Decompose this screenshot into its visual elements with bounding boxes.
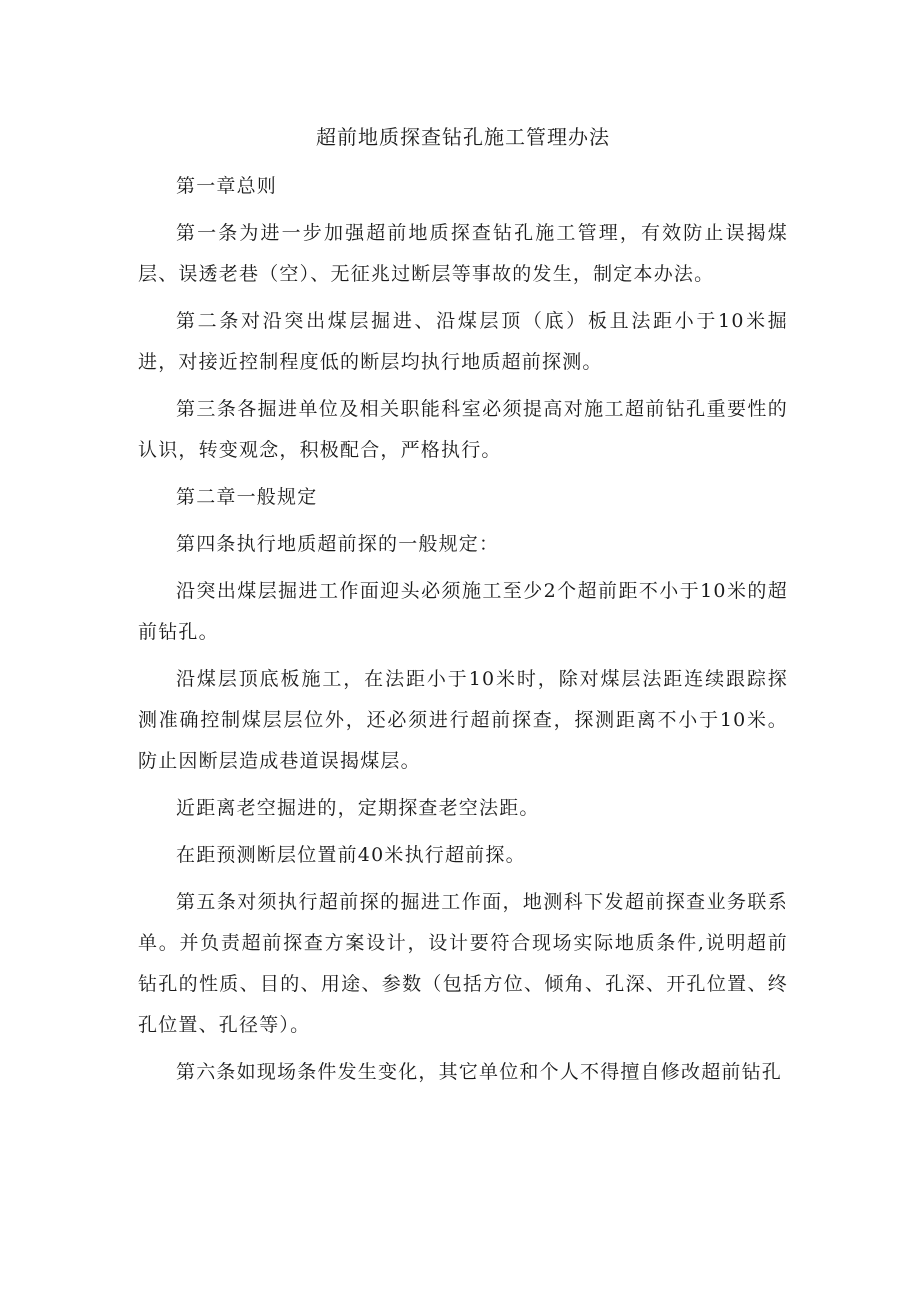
rule-paragraph-3: 近距离老空掘进的，定期探查老空法距。 [176,797,540,819]
chapter-heading-1: 第一章总则 [176,175,278,197]
document-body [138,118,788,1099]
rule-paragraph-2: 沿煤层顶底板施工，在法距小于10米时，除对煤层法距连续跟踪探测准确控制煤层层位外，还必须进行超前探查，探测距离不小于10米。防止因断层造成巷道误揭煤层。 [138,668,788,772]
article-3: 第三条各掘进单位及相关职能科室必须提高对施工超前钻孔重要性的认识，转变观念，积极配合，严格执行。 [138,398,788,461]
article-6: 第六条如现场条件发生变化，其它单位和个人不得擅自修改超前钻孔 [176,1061,783,1083]
rule-paragraph-4: 在距预测断层位置前40米执行超前探。 [176,844,526,866]
rule-paragraph-1: 沿突出煤层掘进工作面迎头必须施工至少2个超前距不小于10米的超前钻孔。 [138,580,788,643]
article-4: 第四条执行地质超前探的一般规定： [176,533,500,555]
document-title: 超前地质探查钻孔施工管理办法 [316,125,610,149]
article-5: 第五条对须执行超前探的掘进工作面，地测科下发超前探查业务联系单。并负责超前探查方案设计，设计要符合现场实际地质条件,说明超前钻孔的性质、目的、用途、参数（包括方位、倾角、孔深、开孔位置、终孔位置、孔径等）。 [138,891,788,1036]
chapter-heading-2: 第二章一般规定 [176,486,318,508]
article-1: 第一条为进一步加强超前地质探查钻孔施工管理，有效防止误揭煤层、误透老巷（空）、无征兆过断层等事故的发生，制定本办法。 [138,222,788,285]
article-2: 第二条对沿突出煤层掘进、沿煤层顶（底）板且法距小于10米掘进，对接近控制程度低的断层均执行地质超前探测。 [138,310,788,373]
